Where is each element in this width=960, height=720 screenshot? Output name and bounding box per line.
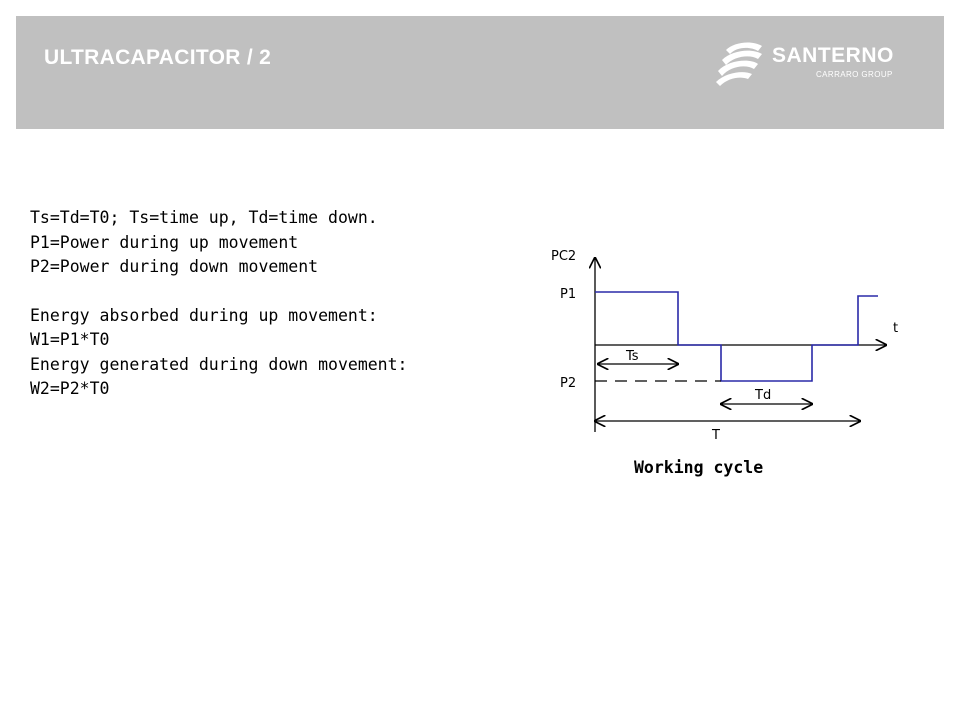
text-line: W1=P1*T0 (30, 330, 110, 349)
p1-label: P1 (560, 287, 577, 302)
y-axis-label: PC2 (551, 249, 577, 264)
text-line: P1=Power during up movement (30, 232, 299, 252)
text-line: Energy absorbed during up movement: (30, 305, 378, 325)
santerno-swoosh-icon (712, 38, 768, 90)
text-line: W2=P2*T0 (30, 379, 110, 398)
ts-label: Ts (626, 349, 639, 364)
logo-wordmark: SANTERNO (772, 44, 894, 67)
td-label: Td (755, 388, 772, 403)
slide-title: ULTRACAPACITOR / 2 (44, 46, 272, 69)
power-waveform (595, 292, 878, 381)
p2-label: P2 (560, 376, 577, 391)
text-line: Ts=Td=T0; Ts=time up, Td=time down. (30, 208, 378, 227)
logo-subtitle: CARRARO GROUP (816, 70, 893, 79)
santerno-logo (712, 36, 912, 96)
t-label: T (712, 428, 720, 443)
definitions-text (30, 206, 408, 402)
text-line: Energy generated during down movement: (30, 354, 408, 374)
diagram-caption: Working cycle (634, 458, 764, 477)
working-cycle-diagram (540, 236, 900, 448)
text-line: P2=Power during down movement (30, 257, 319, 276)
x-axis-label: t (893, 321, 899, 336)
